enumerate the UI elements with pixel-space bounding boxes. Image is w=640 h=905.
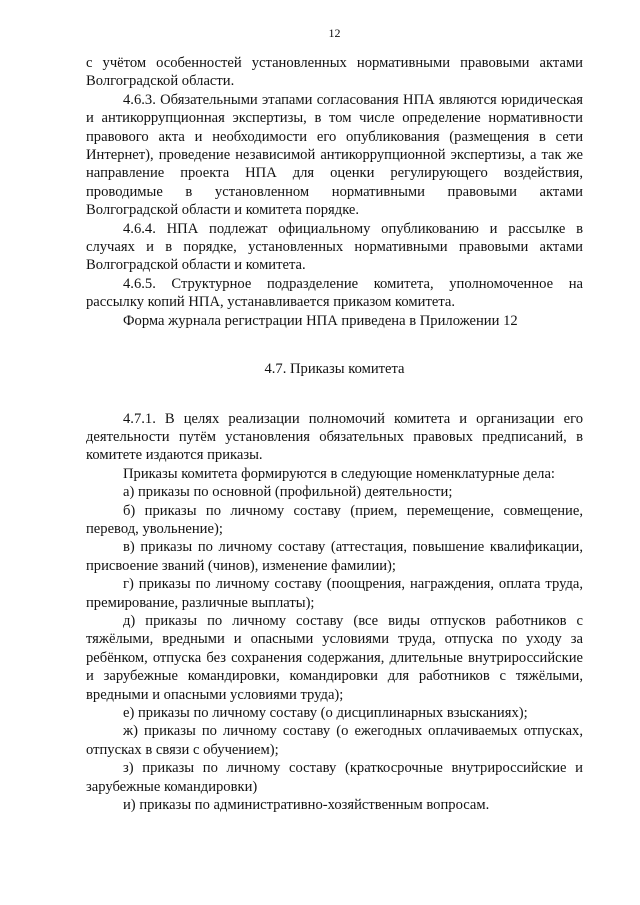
paragraph-v: в) приказы по личному составу (аттестация, повышение квалификации, присвоение званий (чинов), изменение фамилии);: [86, 539, 583, 574]
paragraph-i: и) приказы по административно-хозяйственным вопросам.: [123, 797, 490, 814]
paragraph-form: Форма журнала регистрации НПА приведена в Приложении 12: [123, 312, 518, 329]
section-heading: 4.7. Приказы комитета: [264, 361, 405, 378]
section-4-7: [86, 410, 583, 815]
paragraph-nomenclature: Приказы комитета формируются в следующие номенклатурные дела:: [123, 465, 555, 482]
paragraph-4-6-3: 4.6.3. Обязательными этапами согласования НПА являются юридическая и антикоррупционная экспертизы, в том числе определение нормативности правового акта и необходимости его опубликования (размещения в сети Интернет), проведение независимой антикоррупционной экспертизы, а так же направление проекта НПА для оценки регулирующего воздействия, проводимые в установленном нормативными правовыми актами Волгоградской области и комитета порядке.: [86, 91, 583, 219]
paragraph-a: а) приказы по основной (профильной) деятельности;: [123, 484, 453, 501]
paragraph-b: б) приказы по личному составу (прием, перемещение, совмещение, перевод, увольнение);: [86, 502, 583, 537]
paragraph-4-7-1: 4.7.1. В целях реализации полномочий комитета и организации его деятельности путём установления обязательных правовых предписаний, в комитете издаются приказы.: [86, 410, 583, 464]
paragraph-zh: ж) приказы по личному составу (о ежегодных оплачиваемых отпусках, отпусках в связи с обучением);: [86, 723, 583, 758]
paragraph-e: е) приказы по личному составу (о дисциплинарных взысканиях);: [123, 705, 528, 721]
paragraph-cont: с учётом особенностей установленных нормативными правовыми актами Волгоградской области.: [86, 55, 583, 90]
paragraph-g: г) приказы по личному составу (поощрения, награждения, оплата труда, премирование, различные выплаты);: [86, 576, 583, 611]
paragraph-z: з) приказы по личному составу (краткосрочные внутрироссийские и зарубежные командировки): [86, 760, 583, 795]
paragraph-4-6-4: 4.6.4. НПА подлежат официальному опубликованию и рассылке в случаях и в порядке, установленных нормативными правовыми актами Волгоградской области и комитета.: [86, 220, 583, 274]
page-number: 12: [328, 26, 341, 40]
paragraph-d: д) приказы по личному составу (все виды отпусков работников с тяжёлыми, вредными и опасными условиями труда, отпуска по уходу за ребёнком, отпуска без сохранения содержания, длительные внутрироссийские и зарубежные командировки, командировки для работников с тяжёлыми, вредными и опасными условиями труда);: [86, 612, 583, 703]
paragraph-4-6-5: 4.6.5. Структурное подразделение комитета, уполномоченное на рассылку копий НПА, устанавливается приказом комитета.: [86, 275, 583, 311]
section-4-6: [86, 54, 583, 330]
